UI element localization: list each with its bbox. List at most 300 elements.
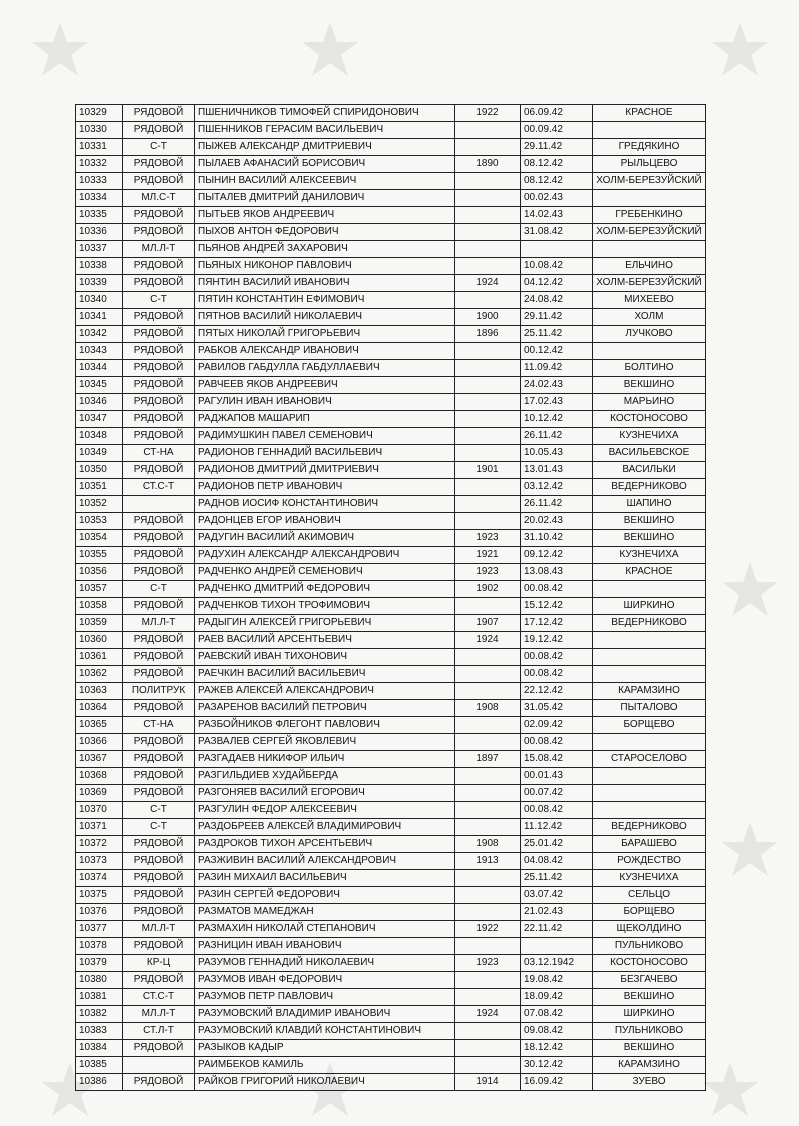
full-name-cell: РАЗАРЕНОВ ВАСИЛИЙ ПЕТРОВИЧ [195,700,455,717]
place-cell [593,734,706,751]
table-row [76,700,706,717]
rank-cell: РЯДОВОЙ [123,377,195,394]
birth-year-cell: 1924 [455,632,521,649]
record-number-cell: 10357 [76,581,123,598]
rank-cell: МЛ.С-Т [123,190,195,207]
table-row [76,564,706,581]
place-cell: КОСТОНОСОВО [593,411,706,428]
table-row [76,802,706,819]
place-cell: КАРАМЗИНО [593,683,706,700]
full-name-cell: РАДЧЕНКО АНДРЕЙ СЕМЕНОВИЧ [195,564,455,581]
table-row [76,360,706,377]
date-cell: 11.09.42 [521,360,593,377]
rank-cell: РЯДОВОЙ [123,105,195,122]
table-row [76,224,706,241]
rank-cell: РЯДОВОЙ [123,700,195,717]
full-name-cell: РАЗУМОВ ИВАН ФЕДОРОВИЧ [195,972,455,989]
record-number-cell: 10329 [76,105,123,122]
full-name-cell: РАЗБОЙНИКОВ ФЛЕГОНТ ПАВЛОВИЧ [195,717,455,734]
birth-year-cell [455,394,521,411]
record-number-cell: 10356 [76,564,123,581]
record-number-cell: 10371 [76,819,123,836]
rank-cell: РЯДОВОЙ [123,309,195,326]
record-number-cell: 10346 [76,394,123,411]
record-number-cell: 10377 [76,921,123,938]
birth-year-cell: 1907 [455,615,521,632]
full-name-cell: РАЕВ ВАСИЛИЙ АРСЕНТЬЕВИЧ [195,632,455,649]
table-row [76,241,706,258]
birth-year-cell [455,1040,521,1057]
full-name-cell: ПЫТАЛЕВ ДМИТРИЙ ДАНИЛОВИЧ [195,190,455,207]
table-row [76,853,706,870]
full-name-cell: РАДИМУШКИН ПАВЕЛ СЕМЕНОВИЧ [195,428,455,445]
record-number-cell: 10332 [76,156,123,173]
document-sheet [75,104,705,1091]
birth-year-cell [455,224,521,241]
rank-cell [123,1057,195,1074]
record-number-cell: 10343 [76,343,123,360]
place-cell [593,581,706,598]
place-cell: КРАСНОЕ [593,564,706,581]
place-cell: ШИРКИНО [593,598,706,615]
table-row [76,292,706,309]
record-number-cell: 10385 [76,1057,123,1074]
date-cell: 08.12.42 [521,173,593,190]
table-row [76,989,706,1006]
date-cell: 31.05.42 [521,700,593,717]
table-row [76,207,706,224]
date-cell: 10.12.42 [521,411,593,428]
record-number-cell: 10367 [76,751,123,768]
full-name-cell: ПЬЯНОВ АНДРЕЙ ЗАХАРОВИЧ [195,241,455,258]
place-cell: ЩЕКОЛДИНО [593,921,706,938]
table-row [76,343,706,360]
place-cell: МИХЕЕВО [593,292,706,309]
date-cell: 10.05.43 [521,445,593,462]
place-cell: ХОЛМ-БЕРЕЗУЙСКИЙ [593,224,706,241]
birth-year-cell: 1924 [455,1006,521,1023]
record-number-cell: 10361 [76,649,123,666]
date-cell: 03.12.42 [521,479,593,496]
table-body [76,105,706,1091]
rank-cell: РЯДОВОЙ [123,598,195,615]
table-row [76,581,706,598]
rank-cell: РЯДОВОЙ [123,411,195,428]
place-cell [593,343,706,360]
place-cell: КУЗНЕЧИХА [593,870,706,887]
rank-cell: С-Т [123,802,195,819]
record-number-cell: 10374 [76,870,123,887]
full-name-cell: ПЯНТИН ВАСИЛИЙ ИВАНОВИЧ [195,275,455,292]
date-cell: 00.08.42 [521,581,593,598]
rank-cell: СТ.С-Т [123,989,195,1006]
place-cell: ГРЕБЕНКИНО [593,207,706,224]
watermark-star-icon [700,1060,760,1120]
rank-cell: РЯДОВОЙ [123,224,195,241]
record-number-cell: 10358 [76,598,123,615]
table-row [76,751,706,768]
date-cell: 31.08.42 [521,224,593,241]
birth-year-cell [455,1057,521,1074]
birth-year-cell [455,683,521,700]
place-cell [593,190,706,207]
date-cell: 26.11.42 [521,428,593,445]
record-number-cell: 10350 [76,462,123,479]
birth-year-cell [455,887,521,904]
record-number-cell: 10366 [76,734,123,751]
rank-cell: С-Т [123,819,195,836]
table-row [76,156,706,173]
place-cell: ПУЛЬНИКОВО [593,938,706,955]
place-cell: ПЫТАЛОВО [593,700,706,717]
date-cell: 00.01.43 [521,768,593,785]
date-cell: 06.09.42 [521,105,593,122]
record-number-cell: 10379 [76,955,123,972]
record-number-cell: 10372 [76,836,123,853]
rank-cell: МЛ.Л-Т [123,1006,195,1023]
full-name-cell: РАДЧЕНКО ДМИТРИЙ ФЕДОРОВИЧ [195,581,455,598]
place-cell [593,768,706,785]
full-name-cell: РАДНОВ ИОСИФ КОНСТАНТИНОВИЧ [195,496,455,513]
birth-year-cell: 1908 [455,836,521,853]
full-name-cell: ПЯТИН КОНСТАНТИН ЕФИМОВИЧ [195,292,455,309]
birth-year-cell [455,377,521,394]
date-cell: 04.12.42 [521,275,593,292]
date-cell: 03.12.1942 [521,955,593,972]
rank-cell: РЯДОВОЙ [123,768,195,785]
date-cell: 15.08.42 [521,751,593,768]
table-row [76,666,706,683]
record-number-cell: 10365 [76,717,123,734]
place-cell: ШАПИНО [593,496,706,513]
date-cell: 26.11.42 [521,496,593,513]
full-name-cell: РАЗУМОВСКИЙ КЛАВДИЙ КОНСТАНТИНОВИЧ [195,1023,455,1040]
record-number-cell: 10339 [76,275,123,292]
birth-year-cell [455,802,521,819]
record-number-cell: 10345 [76,377,123,394]
watermark-star-icon [300,20,360,80]
place-cell: КУЗНЕЧИХА [593,428,706,445]
date-cell: 10.08.42 [521,258,593,275]
rank-cell: РЯДОВОЙ [123,649,195,666]
date-cell: 14.02.43 [521,207,593,224]
place-cell: ВЕДЕРНИКОВО [593,615,706,632]
rank-cell: РЯДОВОЙ [123,887,195,904]
table-row [76,122,706,139]
rank-cell: СТ.Л-Т [123,1023,195,1040]
full-name-cell: РАИМБЕКОВ КАМИЛЬ [195,1057,455,1074]
place-cell: МАРЬИНО [593,394,706,411]
birth-year-cell [455,122,521,139]
place-cell: ХОЛМ-БЕРЕЗУЙСКИЙ [593,173,706,190]
record-number-cell: 10349 [76,445,123,462]
record-number-cell: 10363 [76,683,123,700]
record-number-cell: 10353 [76,513,123,530]
rank-cell: РЯДОВОЙ [123,836,195,853]
rank-cell: РЯДОВОЙ [123,343,195,360]
full-name-cell: ПЯТЫХ НИКОЛАЙ ГРИГОРЬЕВИЧ [195,326,455,343]
record-number-cell: 10384 [76,1040,123,1057]
full-name-cell: РАЕВСКИЙ ИВАН ТИХОНОВИЧ [195,649,455,666]
record-number-cell: 10355 [76,547,123,564]
watermark-star-icon [720,820,780,880]
birth-year-cell [455,768,521,785]
date-cell: 11.12.42 [521,819,593,836]
rank-cell: РЯДОВОЙ [123,122,195,139]
record-number-cell: 10335 [76,207,123,224]
date-cell: 13.01.43 [521,462,593,479]
table-row [76,190,706,207]
table-row [76,309,706,326]
full-name-cell: РАЗИН МИХАИЛ ВАСИЛЬЕВИЧ [195,870,455,887]
birth-year-cell [455,173,521,190]
table-row [76,836,706,853]
date-cell: 29.11.42 [521,139,593,156]
birth-year-cell: 1914 [455,1074,521,1091]
table-row [76,462,706,479]
record-number-cell: 10337 [76,241,123,258]
date-cell: 25.01.42 [521,836,593,853]
record-number-cell: 10338 [76,258,123,275]
full-name-cell: РАЙКОВ ГРИГОРИЙ НИКОЛАЕВИЧ [195,1074,455,1091]
birth-year-cell [455,360,521,377]
full-name-cell: ПЫЖЕВ АЛЕКСАНДР ДМИТРИЕВИЧ [195,139,455,156]
birth-year-cell [455,292,521,309]
full-name-cell: РАЗИН СЕРГЕЙ ФЕДОРОВИЧ [195,887,455,904]
record-number-cell: 10333 [76,173,123,190]
date-cell: 18.12.42 [521,1040,593,1057]
rank-cell: СТ.С-Т [123,479,195,496]
date-cell: 24.08.42 [521,292,593,309]
birth-year-cell [455,241,521,258]
table-row [76,734,706,751]
table-row [76,921,706,938]
table-row [76,394,706,411]
record-number-cell: 10378 [76,938,123,955]
table-row [76,632,706,649]
full-name-cell: РАБКОВ АЛЕКСАНДР ИВАНОВИЧ [195,343,455,360]
birth-year-cell [455,258,521,275]
table-row [76,105,706,122]
full-name-cell: РАЕЧКИН ВАСИЛИЙ ВАСИЛЬЕВИЧ [195,666,455,683]
full-name-cell: ПЯТНОВ ВАСИЛИЙ НИКОЛАЕВИЧ [195,309,455,326]
place-cell: ЗУЕВО [593,1074,706,1091]
place-cell: КРАСНОЕ [593,105,706,122]
full-name-cell: ПЫХОВ АНТОН ФЕДОРОВИЧ [195,224,455,241]
rank-cell: РЯДОВОЙ [123,751,195,768]
table-row [76,377,706,394]
birth-year-cell [455,649,521,666]
full-name-cell: ПЫЛАЕВ АФАНАСИЙ БОРИСОВИЧ [195,156,455,173]
watermark-star-icon [30,20,90,80]
birth-year-cell: 1900 [455,309,521,326]
table-row [76,615,706,632]
birth-year-cell [455,207,521,224]
table-row [76,530,706,547]
place-cell [593,649,706,666]
record-number-cell: 10336 [76,224,123,241]
table-row [76,1023,706,1040]
birth-year-cell [455,938,521,955]
place-cell: БОРЩЕВО [593,717,706,734]
rank-cell: РЯДОВОЙ [123,547,195,564]
table-row [76,326,706,343]
date-cell: 22.12.42 [521,683,593,700]
rank-cell: РЯДОВОЙ [123,360,195,377]
rank-cell: РЯДОВОЙ [123,275,195,292]
rank-cell: РЯДОВОЙ [123,1074,195,1091]
date-cell: 30.12.42 [521,1057,593,1074]
table-row [76,870,706,887]
table-row [76,479,706,496]
place-cell: СЕЛЬЦО [593,887,706,904]
date-cell: 16.09.42 [521,1074,593,1091]
table-row [76,496,706,513]
table-row [76,649,706,666]
watermark-star-icon [720,560,780,620]
date-cell [521,241,593,258]
record-number-cell: 10359 [76,615,123,632]
rank-cell: РЯДОВОЙ [123,938,195,955]
place-cell [593,802,706,819]
date-cell: 22.11.42 [521,921,593,938]
birth-year-cell: 1902 [455,581,521,598]
rank-cell: ПОЛИТРУК [123,683,195,700]
record-number-cell: 10352 [76,496,123,513]
full-name-cell: РАЗМАТОВ МАМЕДЖАН [195,904,455,921]
rank-cell: РЯДОВОЙ [123,513,195,530]
date-cell: 15.12.42 [521,598,593,615]
date-cell: 24.02.43 [521,377,593,394]
birth-year-cell: 1896 [455,326,521,343]
birth-year-cell [455,972,521,989]
birth-year-cell [455,513,521,530]
record-number-cell: 10364 [76,700,123,717]
record-number-cell: 10351 [76,479,123,496]
birth-year-cell [455,428,521,445]
birth-year-cell: 1922 [455,105,521,122]
rank-cell: РЯДОВОЙ [123,853,195,870]
place-cell: КУЗНЕЧИХА [593,547,706,564]
record-number-cell: 10344 [76,360,123,377]
place-cell: ВАСИЛЬКИ [593,462,706,479]
birth-year-cell [455,666,521,683]
birth-year-cell: 1897 [455,751,521,768]
table-row [76,972,706,989]
record-number-cell: 10340 [76,292,123,309]
full-name-cell: ПШЕНИЧНИКОВ ТИМОФЕЙ СПИРИДОНОВИЧ [195,105,455,122]
date-cell: 00.02.43 [521,190,593,207]
full-name-cell: РАЗУМОВ ГЕННАДИЙ НИКОЛАЕВИЧ [195,955,455,972]
date-cell: 09.08.42 [521,1023,593,1040]
birth-year-cell [455,445,521,462]
full-name-cell: РАЗДОБРЕЕВ АЛЕКСЕЙ ВЛАДИМИРОВИЧ [195,819,455,836]
table-row [76,904,706,921]
record-number-cell: 10348 [76,428,123,445]
record-number-cell: 10382 [76,1006,123,1023]
place-cell: ПУЛЬНИКОВО [593,1023,706,1040]
rank-cell: РЯДОВОЙ [123,734,195,751]
record-number-cell: 10370 [76,802,123,819]
rank-cell: РЯДОВОЙ [123,258,195,275]
date-cell: 00.08.42 [521,666,593,683]
date-cell: 17.02.43 [521,394,593,411]
birth-year-cell [455,496,521,513]
record-number-cell: 10354 [76,530,123,547]
date-cell: 13.08.43 [521,564,593,581]
birth-year-cell [455,598,521,615]
full-name-cell: РАЗЖИВИН ВАСИЛИЙ АЛЕКСАНДРОВИЧ [195,853,455,870]
date-cell: 19.08.42 [521,972,593,989]
birth-year-cell: 1923 [455,955,521,972]
record-number-cell: 10330 [76,122,123,139]
date-cell: 08.12.42 [521,156,593,173]
rank-cell: С-Т [123,139,195,156]
full-name-cell: РАДЖАПОВ МАШАРИП [195,411,455,428]
rank-cell: РЯДОВОЙ [123,173,195,190]
table-row [76,1006,706,1023]
rank-cell: РЯДОВОЙ [123,462,195,479]
rank-cell: РЯДОВОЙ [123,972,195,989]
birth-year-cell: 1923 [455,564,521,581]
record-number-cell: 10347 [76,411,123,428]
table-row [76,1057,706,1074]
full-name-cell: РАДИОНОВ ДМИТРИЙ ДМИТРИЕВИЧ [195,462,455,479]
birth-year-cell [455,819,521,836]
full-name-cell: РАДУГИН ВАСИЛИЙ АКИМОВИЧ [195,530,455,547]
birth-year-cell [455,734,521,751]
full-name-cell: РАДУХИН АЛЕКСАНДР АЛЕКСАНДРОВИЧ [195,547,455,564]
full-name-cell: РАЗМАХИН НИКОЛАЙ СТЕПАНОВИЧ [195,921,455,938]
birth-year-cell: 1921 [455,547,521,564]
place-cell: ВЕКШИНО [593,530,706,547]
table-row [76,785,706,802]
table-row [76,955,706,972]
place-cell: КАРАМЗИНО [593,1057,706,1074]
birth-year-cell [455,989,521,1006]
place-cell: БЕЗГАЧЕВО [593,972,706,989]
date-cell: 25.11.42 [521,870,593,887]
record-number-cell: 10383 [76,1023,123,1040]
full-name-cell: ПЫНИН ВАСИЛИЙ АЛЕКСЕЕВИЧ [195,173,455,190]
full-name-cell: РАЗУМОВ ПЕТР ПАВЛОВИЧ [195,989,455,1006]
record-number-cell: 10334 [76,190,123,207]
place-cell: ШИРКИНО [593,1006,706,1023]
rank-cell: РЯДОВОЙ [123,632,195,649]
rank-cell: РЯДОВОЙ [123,1040,195,1057]
date-cell: 17.12.42 [521,615,593,632]
full-name-cell: РАЗДРОКОВ ТИХОН АРСЕНТЬЕВИЧ [195,836,455,853]
place-cell [593,241,706,258]
rank-cell: С-Т [123,581,195,598]
place-cell: ВЕКШИНО [593,1040,706,1057]
record-number-cell: 10380 [76,972,123,989]
table-row [76,139,706,156]
date-cell: 25.11.42 [521,326,593,343]
place-cell: ХОЛМ [593,309,706,326]
table-row [76,411,706,428]
rank-cell: РЯДОВОЙ [123,530,195,547]
date-cell: 02.09.42 [521,717,593,734]
full-name-cell: РАДИОНОВ ГЕННАДИЙ ВАСИЛЬЕВИЧ [195,445,455,462]
date-cell: 03.07.42 [521,887,593,904]
table-row [76,258,706,275]
place-cell [593,632,706,649]
table-row [76,598,706,615]
full-name-cell: РАЗГИЛЬДИЕВ ХУДАЙБЕРДА [195,768,455,785]
rank-cell: МЛ.Л-Т [123,615,195,632]
casualty-list-table [75,104,706,1091]
